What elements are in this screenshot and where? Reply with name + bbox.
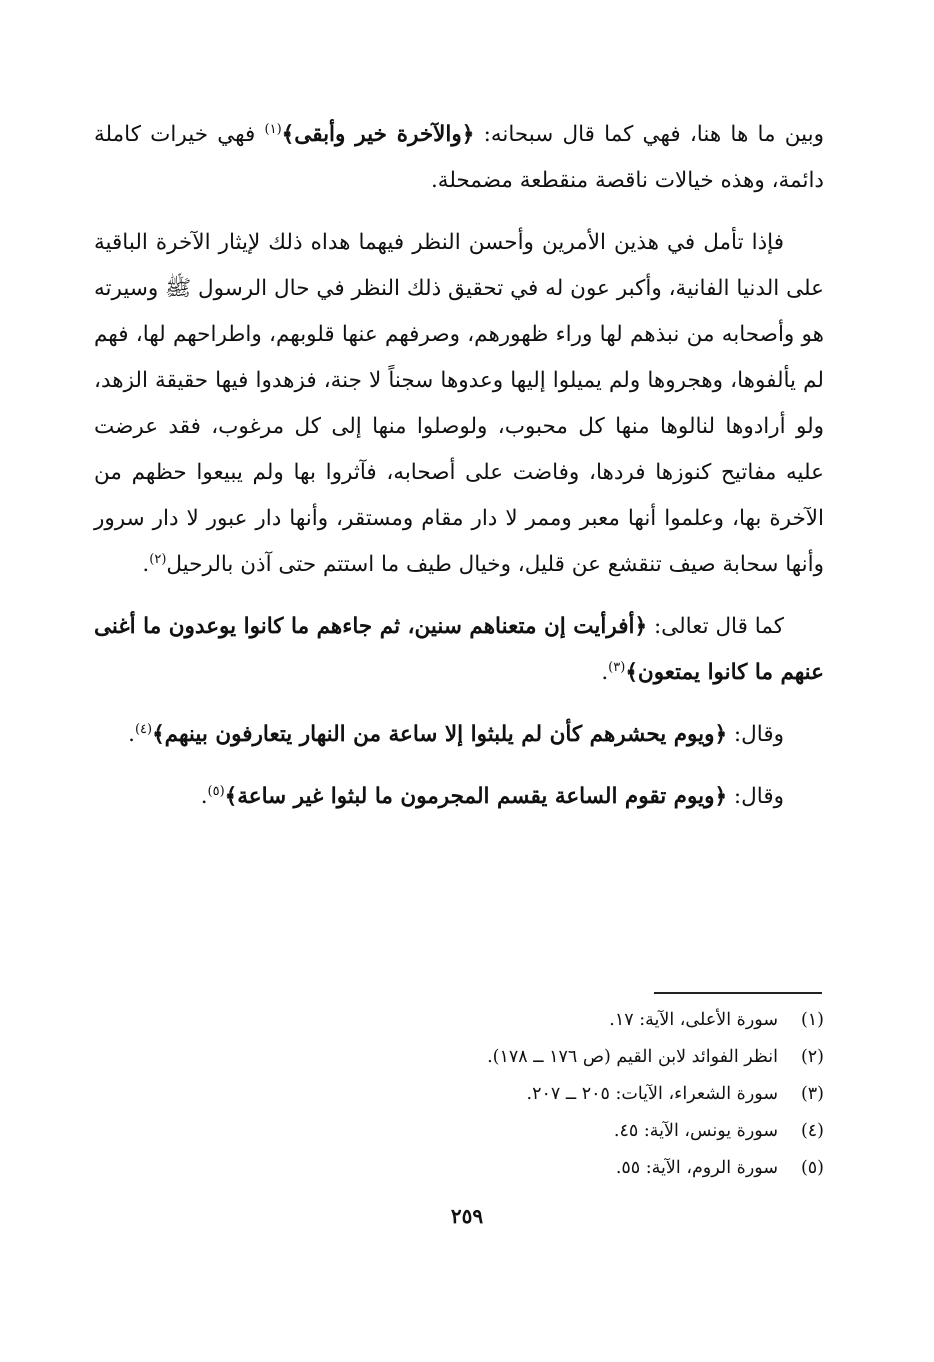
footnotes-list xyxy=(224,1002,824,1187)
footnote-4 xyxy=(224,1113,824,1150)
footnote-divider xyxy=(654,992,822,994)
paragraph-5-text-a: وقال: xyxy=(727,784,784,809)
paragraph-3 xyxy=(94,604,824,696)
footnote-3 xyxy=(224,1076,824,1113)
paragraph-5 xyxy=(94,774,824,820)
page-number: ٢٥٩ xyxy=(450,1204,484,1228)
quran-quote-3: ﴿أفرأيت إن متعناهم سنين، ثم جاءهم ما كانوا يوعدون ما أغنى عنهم ما كانوا يمتعون﴾ xyxy=(94,614,824,685)
footnote-ref-3[interactable]: (٣) xyxy=(608,659,626,675)
paragraph-5-text-b: . xyxy=(200,784,208,809)
paragraph-1 xyxy=(94,112,824,204)
quran-quote-4: ﴿ويوم يحشرهم كأن لم يلبثوا إلا ساعة من النهار يتعارفون بينهم﴾ xyxy=(152,722,728,747)
paragraph-4-text-b: . xyxy=(128,722,135,747)
footnote-number: (١) xyxy=(800,1010,824,1030)
footnote-text: سورة الأعلى، الآية: ١٧. xyxy=(609,1010,778,1030)
paragraph-3-text-a: كما قال تعالى: xyxy=(647,614,784,639)
footnote-text: انظر الفوائد لابن القيم (ص ١٧٦ ــ ١٧٨). xyxy=(487,1047,778,1067)
paragraph-3-text-b: . xyxy=(601,660,609,685)
quran-quote-5: ﴿ويوم تقوم الساعة يقسم المجرمون ما لبثوا غير ساعة﴾ xyxy=(224,784,728,809)
footnote-ref-5[interactable]: (٥) xyxy=(207,783,225,799)
quran-quote-1: ﴿والآخرة خير وأبقى﴾ xyxy=(281,122,475,147)
footnote-2 xyxy=(224,1039,824,1076)
footnote-text: سورة الروم، الآية: ٥٥. xyxy=(615,1158,778,1178)
paragraph-1-text-b: فهي خيرات كاملة دائمة، وهذه خيالات ناقصة منقطعة مضمحلة. xyxy=(94,122,824,193)
footnote-number: (٢) xyxy=(800,1047,824,1067)
paragraph-2 xyxy=(94,220,824,588)
paragraph-1-text-a: وبين ما ها هنا، فهي كما قال سبحانه: xyxy=(474,122,824,147)
footnote-number: (٣) xyxy=(800,1084,824,1104)
footnote-number: (٤) xyxy=(800,1121,824,1141)
paragraph-2-text-a: فإذا تأمل في هذين الأمرين وأحسن النظر فيهما هداه ذلك لإيثار الآخرة الباقية على الدنيا الفانية، وأكبر عون له في تحقيق ذلك النظر في حال الرسول ﷺ وسيرته هو وأصحابه من نبذهم لها وراء ظهورهم، وصرفهم عنها قلوبهم، واطراحهم لها، فهم لم يألفوها، وهجروها ولم يميلوا إليها وعدوها سجناً لا جنة، فزهدوا فيها حقيقة الزهد، ولو أرادوها لنالوها منها كل محبوب، ولوصلوا منها إلى كل مرغوب، فقد عرضت عليه مفاتيح كنوزها فردها، وفاضت على أصحابه، فآثروا بها ولم يبيعوا حظهم من الآخرة بها، وعلموا أنها معبر وممر لا دار مقام ومستقر، وأنها دار عبور لا دار سرور وأنها سحابة صيف تنقشع عن قليل، وخيال طيف ما استتم حتى آذن بالرحيل xyxy=(94,230,824,577)
paragraph-4-text-a: وقال: xyxy=(727,722,784,747)
paragraph-2-text-b: . xyxy=(142,552,150,577)
main-text xyxy=(94,112,824,836)
footnote-1 xyxy=(224,1002,824,1039)
footnote-text: سورة الشعراء، الآيات: ٢٠٥ ــ ٢٠٧. xyxy=(526,1084,778,1104)
footnote-number: (٥) xyxy=(800,1158,824,1178)
footnote-ref-2[interactable]: (٢) xyxy=(149,551,167,567)
footnote-5 xyxy=(224,1150,824,1187)
footnote-ref-1[interactable]: (١) xyxy=(264,121,282,137)
footnote-text: سورة يونس، الآية: ٤٥. xyxy=(613,1121,778,1141)
footnote-ref-4[interactable]: (٤) xyxy=(134,721,153,737)
paragraph-4 xyxy=(94,712,824,758)
